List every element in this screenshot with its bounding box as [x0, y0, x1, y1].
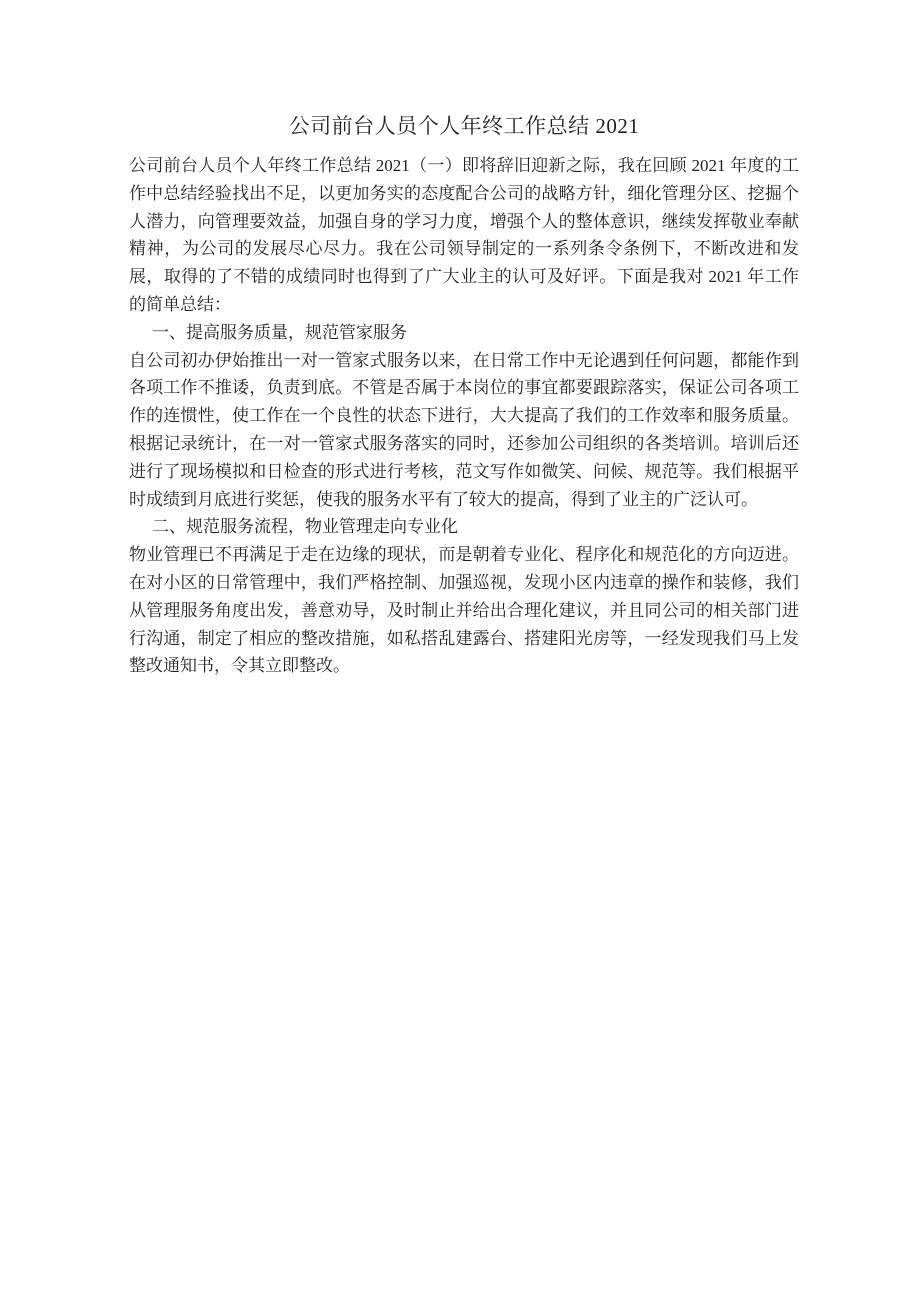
section-heading-2: 二、规范服务流程，物业管理走向专业化	[152, 517, 458, 537]
document-title: 公司前台人员个人年终工作总结 2021	[288, 114, 640, 138]
paragraph-section-1-body: 自公司初办伊始推出一对一管家式服务以来，在日常工作中无论遇到任何问题，都能作到各项工作不推诿，负责到底。不管是否属于本岗位的事宜都要跟踪落实，保证公司各项工作的连惯性，使工作在一个良性的状态下进行，大大提高了我们的工作效率和服务质量。根据记录统计，在一对一管家式服务落实的同时，还参加公司组织的各类培训。培训后还进行了现场模拟和日检查的形式进行考核，范文写作如微笑、问候、规范等。我们根据平时成绩到月底进行奖惩，使我的服务水平有了较大的提高，得到了业主的广泛认可。	[129, 350, 799, 509]
paragraph-intro: 公司前台人员个人年终工作总结 2021（一）即将辞旧迎新之际，我在回顾 2021 年度的工作中总结经验找出不足，以更加务实的态度配合公司的战略方针，细化管理分区、挖掘个人潜力，向管理要效益，加强自身的学习力度，增强个人的整体意识，继续发挥敬业奉献精神，为公司的发展尽心尽力。我在公司领导制定的一系列条令条例下，不断改进和发展，取得的了不错的成绩同时也得到了广大业主的认可及好评。下面是我对 2021 年工作的简单总结：	[129, 156, 799, 314]
section-heading-1: 一、提高服务质量，规范管家服务	[152, 322, 407, 342]
paragraph-section-2-body: 物业管理已不再满足于走在边缘的现状，而是朝着专业化、程序化和规范化的方向迈进。在对小区的日常管理中，我们严格控制、加强巡视，发现小区内违章的操作和装修，我们从管理服务角度出发，善意劝导，及时制止并给出合理化建议，并且同公司的相关部门进行沟通，制定了相应的整改措施，如私搭乱建露台、搭建阳光房等，一经发现我们马上发整改通知书，令其立即整改。	[129, 545, 799, 676]
